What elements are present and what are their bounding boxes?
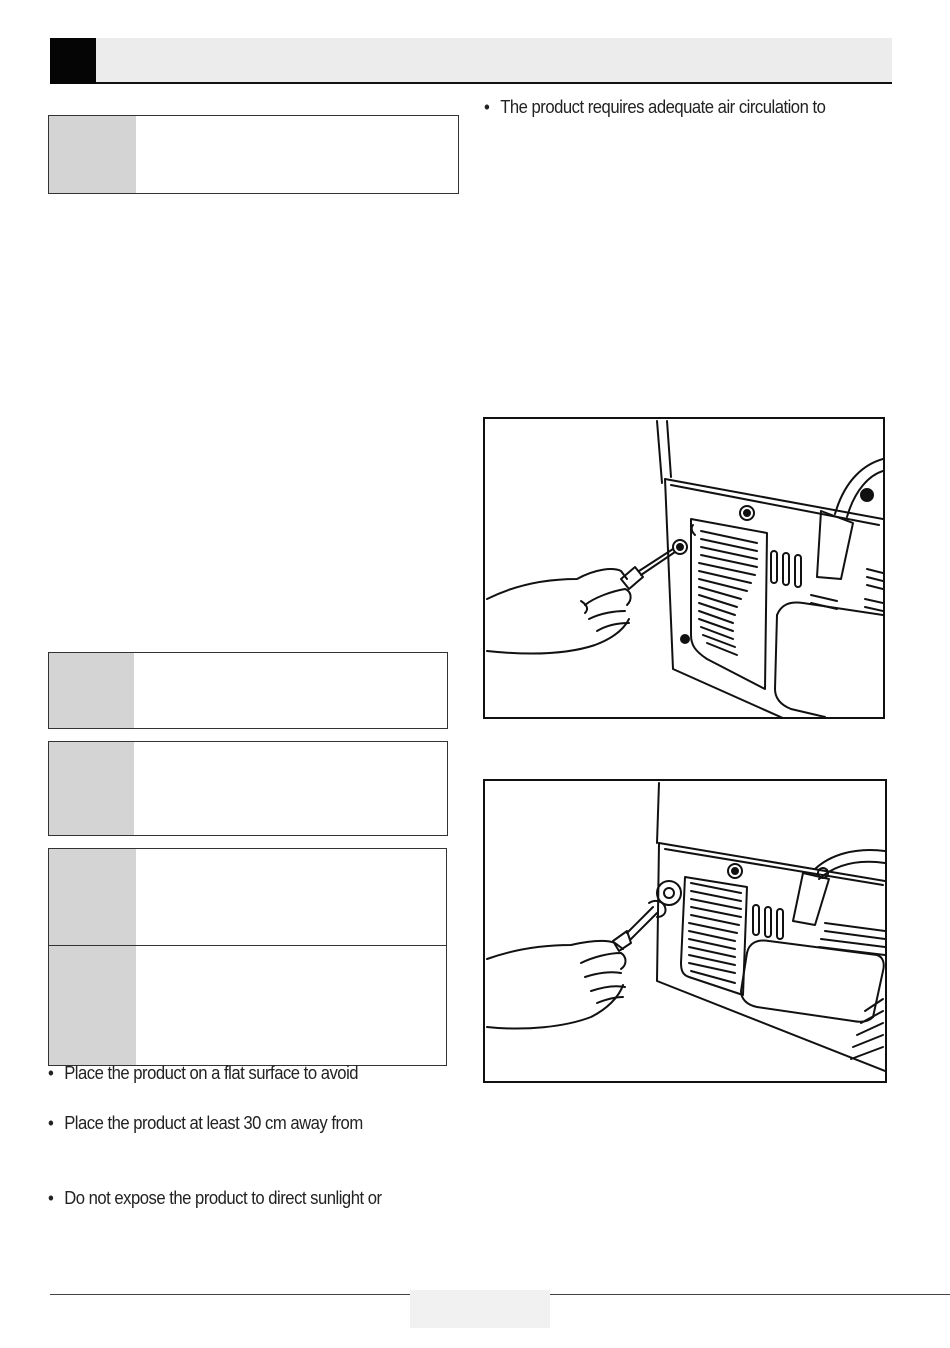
bullet-sunlight bbox=[48, 1187, 382, 1209]
bullet-text: Place the product at least 30 cm away from bbox=[64, 1112, 363, 1133]
notice-icon-area bbox=[49, 653, 134, 728]
bullet-dot: • bbox=[48, 1062, 54, 1083]
notice-divider bbox=[49, 945, 446, 946]
bullet-air-circulation bbox=[484, 96, 825, 118]
bullet-dot: • bbox=[484, 96, 490, 117]
notice-icon-area bbox=[49, 849, 136, 1065]
notice-icon-area bbox=[49, 116, 136, 193]
bullet-flat-surface bbox=[48, 1062, 358, 1084]
notice-box-2 bbox=[48, 652, 448, 729]
figure-rear-panel-2 bbox=[483, 779, 887, 1083]
bullet-distance bbox=[48, 1112, 363, 1134]
notice-box-3 bbox=[48, 741, 448, 836]
hand-screwdriver-rear-panel-icon bbox=[485, 419, 883, 717]
bullet-text: Place the product on a flat surface to avoid bbox=[64, 1062, 359, 1083]
section-header-bar bbox=[50, 38, 892, 84]
section-header-block bbox=[50, 38, 96, 84]
bullet-text: The product requires adequate air circulation to bbox=[500, 96, 826, 117]
notice-box-1 bbox=[48, 115, 459, 194]
notice-icon-area bbox=[49, 742, 134, 835]
page-number-tab bbox=[410, 1290, 550, 1328]
bullet-dot: • bbox=[48, 1187, 54, 1208]
bullet-text: Do not expose the product to direct sunlight or bbox=[64, 1187, 382, 1208]
figure-rear-panel-1 bbox=[483, 417, 885, 719]
hand-screwdriver-rear-panel-closeup-icon bbox=[485, 781, 885, 1081]
bullet-dot: • bbox=[48, 1112, 54, 1133]
notice-box-4 bbox=[48, 848, 447, 1066]
